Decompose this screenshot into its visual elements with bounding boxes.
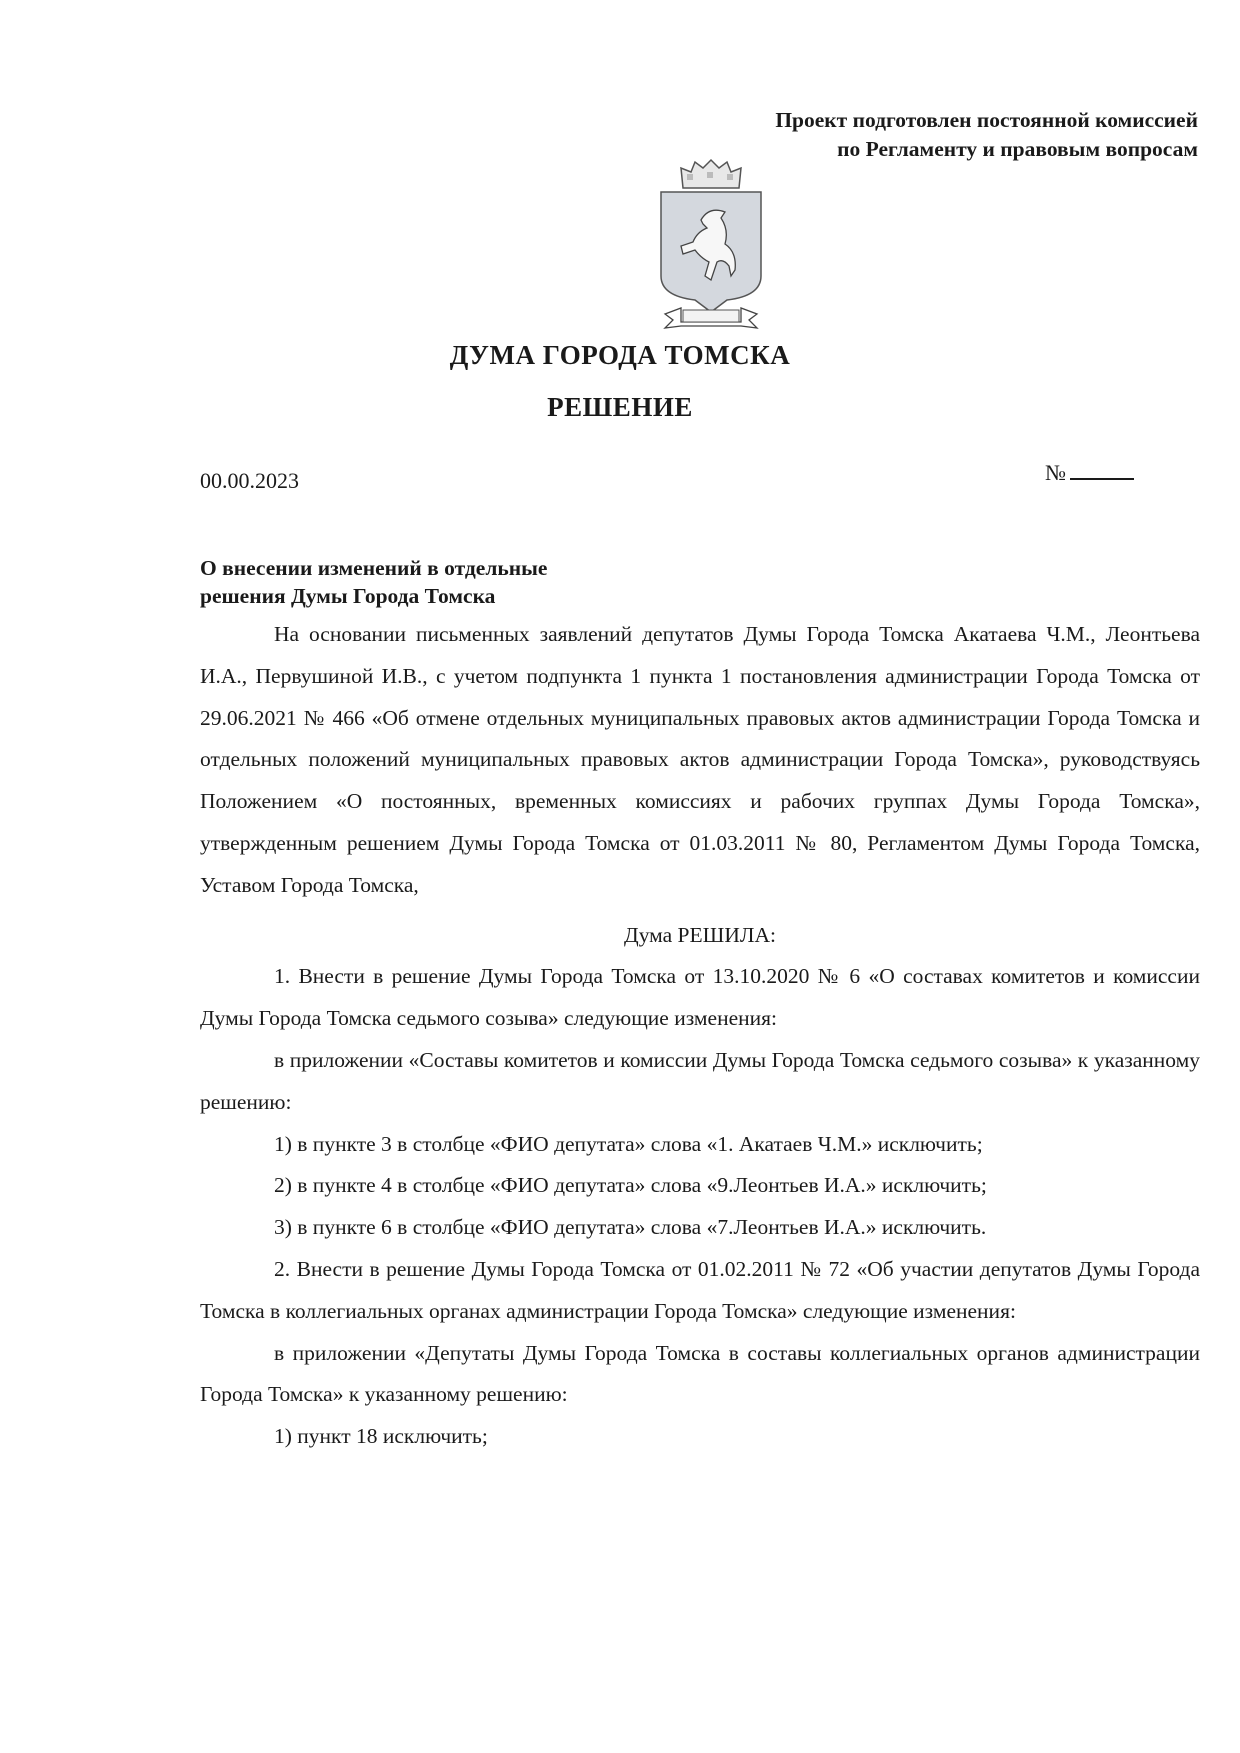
document-body	[200, 614, 1200, 1458]
preamble-paragraph: На основании письменных заявлений депутатов Думы Города Томска Акатаева Ч.М., Леонтьева И.А., Первушиной И.В., с учетом подпункта 1 пункта 1 постановления администрации Города Томска от 29.06.2021 № 466 «Об отмене отдельных муниципальных правовых актов администрации Города Томска и отдельных положений муниципальных правовых актов администрации Города Томска», руководствуясь Положением «О постоянных, временных комиссиях и рабочих группах Думы Города Томска», утвержденным решением Думы Города Томска от 01.03.2011 № 80, Регламентом Думы Города Томска, Уставом Города Томска,	[200, 622, 1200, 897]
document-number	[1045, 460, 1134, 486]
list-item: в приложении «Депутаты Думы Города Томска в составы коллегиальных органов администрации Города Томска» к указанному решению:	[200, 1340, 1200, 1407]
decided-heading: Дума РЕШИЛА:	[624, 922, 776, 947]
subject-line-2: решения Думы Города Томска	[200, 584, 496, 608]
subject-line-1: О внесении изменений в отдельные	[200, 556, 548, 580]
list-item: 2. Внести в решение Думы Города Томска от 01.02.2011 № 72 «Об участии депутатов Думы Города Томска в коллегиальных органах администрации Города Томска» следующие изменения:	[200, 1256, 1200, 1323]
document-date: 00.00.2023	[200, 468, 299, 493]
list-item: 3) в пункте 6 в столбце «ФИО депутата» слова «7.Леонтьев И.А.» исключить.	[274, 1215, 987, 1240]
list-item: в приложении «Составы комитетов и комиссии Думы Города Томска седьмого созыва» к указанному решению:	[200, 1047, 1200, 1114]
tomsk-coat-of-arms-icon	[651, 158, 771, 338]
list-item: 1) в пункте 3 в столбце «ФИО депутата» слова «1. Акатаев Ч.М.» исключить;	[274, 1131, 983, 1156]
number-label: №	[1045, 460, 1066, 485]
list-item: 2) в пункте 4 в столбце «ФИО депутата» слова «9.Леонтьев И.А.» исключить;	[274, 1173, 987, 1198]
prepared-by-line-1: Проект подготовлен постоянной комиссией	[775, 108, 1198, 132]
prepared-by-line-2: по Регламенту и правовым вопросам	[837, 137, 1198, 161]
list-item: 1) пункт 18 исключить;	[274, 1424, 488, 1449]
prepared-by-note	[775, 106, 1198, 164]
document-type-title: РЕШЕНИЕ	[547, 392, 693, 422]
list-item: 1. Внести в решение Думы Города Томска от 13.10.2020 № 6 «О составах комитетов и комиссии Думы Города Томска седьмого созыва» следующие изменения:	[200, 964, 1200, 1031]
number-blank-field	[1070, 462, 1134, 480]
document-subject	[200, 554, 547, 610]
organization-title: ДУМА ГОРОДА ТОМСКА	[449, 340, 791, 370]
